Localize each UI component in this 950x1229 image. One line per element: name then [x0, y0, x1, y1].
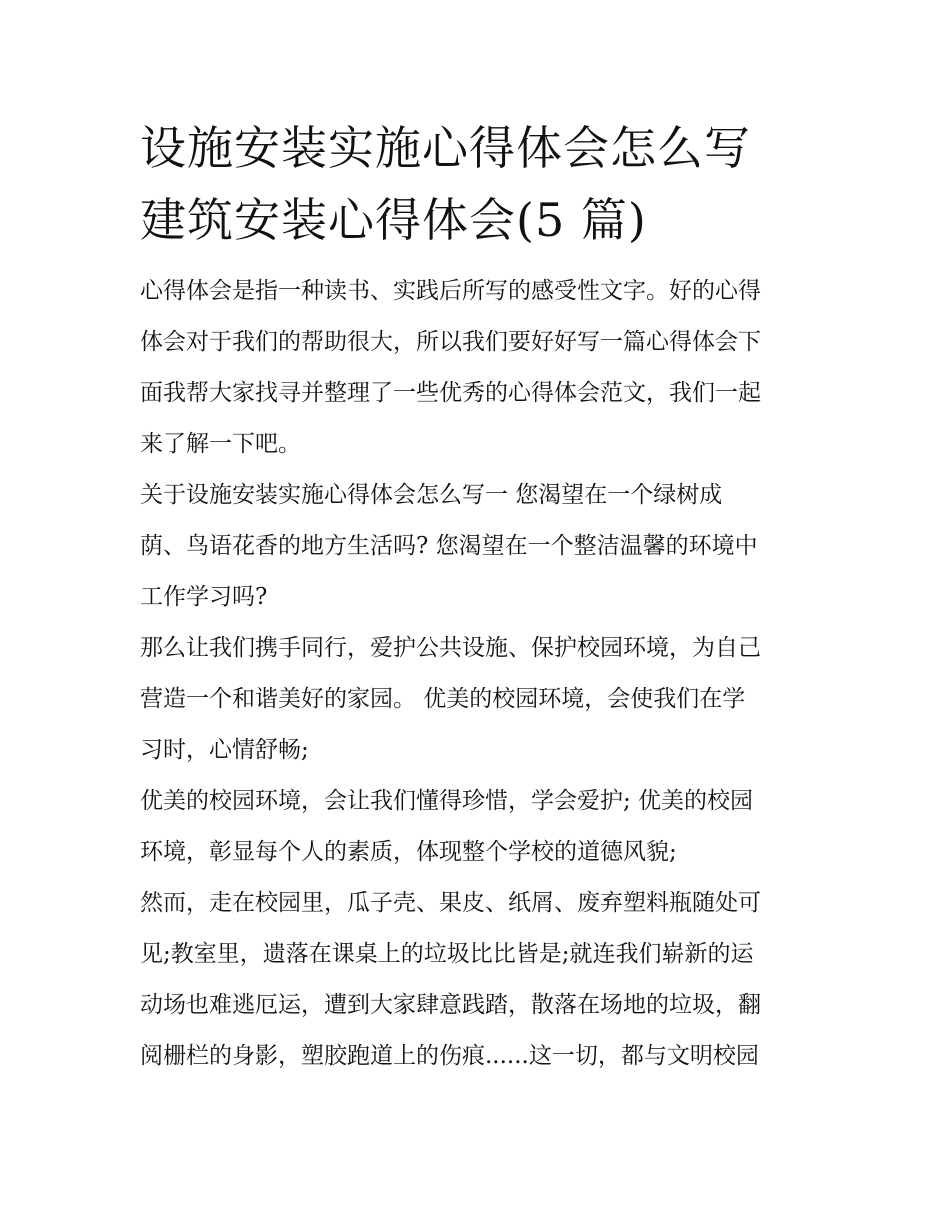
text-line: 然而，走在校园里，瓜子壳、果皮、纸屑、废弃塑料瓶随处可 [140, 890, 761, 916]
text-line: 习时，心情舒畅; [140, 737, 309, 763]
text-line: 那么让我们携手同行，爱护公共设施、保护校园环境，为自己 [140, 635, 761, 661]
text-line: 工作学习吗? [140, 584, 268, 610]
paragraph-call-to-action [140, 623, 815, 776]
title-line: 建筑安装心得体会(5 篇) [140, 193, 647, 247]
text-line: 见;教室里，遗落在课桌上的垃圾比比皆是;就连我们崭新的运 [140, 941, 754, 967]
text-line: 关于设施安装实施心得体会怎么写一 您渴望在一个绿树成 [140, 482, 723, 508]
text-line: 优美的校园环境，会让我们懂得珍惜，学会爱护; 优美的校园 [140, 788, 754, 814]
paragraph-campus-environment [140, 776, 815, 878]
paragraph-section-one [140, 470, 815, 623]
document-title [140, 112, 815, 256]
text-line: 来了解一下吧。 [140, 431, 301, 457]
title-line: 设施安装实施心得体会怎么写 [140, 121, 751, 175]
text-line: 环境，彰显每个人的素质，体现整个学校的道德风貌; [140, 839, 677, 865]
paragraph-intro [140, 266, 815, 470]
document-content [140, 112, 815, 1082]
text-line: 体会对于我们的帮助很大，所以我们要好好写一篇心得体会下 [140, 329, 761, 355]
text-line: 面我帮大家找寻并整理了一些优秀的心得体会范文，我们一起 [140, 380, 761, 406]
text-line: 营造一个和谐美好的家园。 优美的校园环境，会使我们在学 [140, 686, 746, 712]
text-line: 动场也难逃厄运，遭到大家肆意践踏，散落在场地的垃圾，翻 [140, 992, 761, 1018]
text-line: 阅栅栏的身影，塑胶跑道上的伤痕......这一切，都与文明校园 [140, 1043, 759, 1069]
text-line: 心得体会是指一种读书、实践后所写的感受性文字。好的心得 [140, 278, 761, 304]
paragraph-problems [140, 878, 815, 1082]
text-line: 荫、鸟语花香的地方生活吗? 您渴望在一个整洁温馨的环境中 [140, 533, 758, 559]
